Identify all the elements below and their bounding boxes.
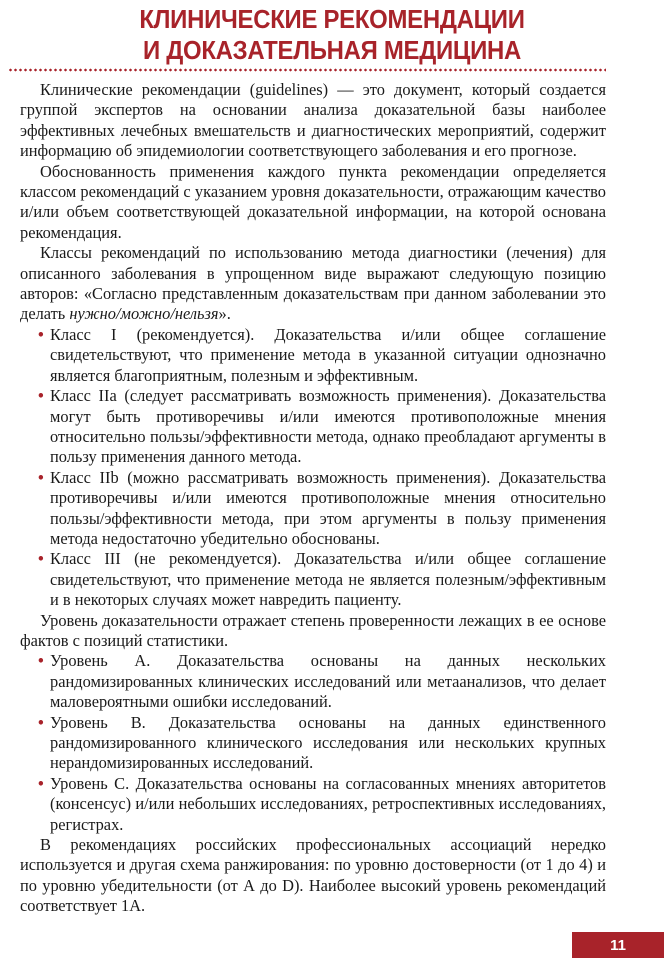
levels-list xyxy=(20,651,606,835)
list-item xyxy=(20,468,606,550)
title-line-2: И ДОКАЗАТЕЛЬНАЯ МЕДИЦИНА xyxy=(142,35,522,65)
page-number: 11 xyxy=(572,932,664,958)
list-item-text: Класс IIb (можно рассматривать возможность применения). Доказательства противоречивы и/или имеются противоположные мнения относительно пользы/эффективности метода, при этом аргументы в пользу применения метода недостаточно убедительно обоснованы. xyxy=(50,467,606,548)
bullet-icon: • xyxy=(38,386,44,406)
list-item xyxy=(20,774,606,835)
paragraph-justification: Обоснованность применения каждого пункта рекомендации определяется классом рекомендаций с указанием уровня доказательности, отражающим качество и/или объем соответствующей доказательной информации, на которой основана рекомендация. xyxy=(20,161,606,242)
article-body xyxy=(20,80,606,917)
list-item-text: Класс III (не рекомендуется). Доказательства и/или общее соглашение свидетельствуют, что применение метода не является полезным/эффективным и в некоторых случаях может навредить пациенту. xyxy=(50,549,606,610)
list-item xyxy=(20,651,606,712)
dotted-divider xyxy=(8,68,606,72)
list-item-text: Класс I (рекомендуется). Доказательства и/или общее соглашение свидетельствуют, что применение метода в указанной ситуации однозначно является благоприятным, полезным и эффективным. xyxy=(50,324,606,385)
paragraph-evidence-level: Уровень доказательности отражает степень проверенности лежащих в ее основе фактов с позиций статистики. xyxy=(20,610,606,650)
list-item-text: Уровень А. Доказательства основаны на данных нескольких рандомизированных клинических исследований или метаанализов, что делает маловероятными ошибки исследований. xyxy=(50,651,606,712)
list-item xyxy=(20,713,606,774)
list-item xyxy=(20,325,606,386)
paragraph-definition: Клинические рекомендации (guidelines) — это документ, который создается группой экспертов на основании анализа доказательной базы наиболее эффективных лечебных вмешательств и диагностических мероприятий, содержит информацию об эпидемиологии соответствующего заболевания и его прогнозе. xyxy=(20,80,606,161)
list-item-text: Уровень В. Доказательства основаны на данных единственного рандомизированного клинического исследования или нескольких крупных нерандомизированных исследований. xyxy=(50,712,606,773)
page-title xyxy=(27,4,638,66)
bullet-icon: • xyxy=(38,467,44,487)
classes-intro-italic: нужно/можно/нельзя xyxy=(69,304,219,324)
list-item xyxy=(20,386,606,468)
title-line-1: КЛИНИЧЕСКИЕ РЕКОМЕНДАЦИИ xyxy=(139,4,525,34)
classes-list xyxy=(20,325,606,611)
classes-intro-end: ». xyxy=(218,304,231,324)
bullet-icon: • xyxy=(38,549,44,569)
bullet-icon: • xyxy=(38,712,44,732)
list-item xyxy=(20,549,606,610)
paragraph-classes-intro xyxy=(20,243,606,325)
paragraph-russian-scheme: В рекомендациях российских профессиональных ассоциаций нередко используется и другая схема ранжирования: по уровню достоверности (от 1 до 4) и по уровню убедительности (от А до D). Наиболее высокий уровень рекомендаций соответствует 1А. xyxy=(20,835,606,916)
list-item-text: Уровень С. Доказательства основаны на согласованных мнениях авторитетов (консенсус) и/или небольших исследованиях, ретроспективных исследованиях, регистрах. xyxy=(50,773,606,834)
bullet-icon: • xyxy=(38,651,44,671)
classes-intro-text: Классы рекомендаций по использованию метода диагностики (лечения) для описанного заболевания в упрощенном виде выражают следующую позицию авторов: «Согласно представленным доказательствам при данном заболевании это делать xyxy=(20,243,606,324)
bullet-icon: • xyxy=(38,773,44,793)
bullet-icon: • xyxy=(38,324,44,344)
list-item-text: Класс IIa (следует рассматривать возможность применения). Доказательства могут быть противоречивы и/или имеются противоположные мнения относительно пользы/эффективности метода, однако преобладают аргументы в пользу применения данного метода. xyxy=(50,386,606,467)
